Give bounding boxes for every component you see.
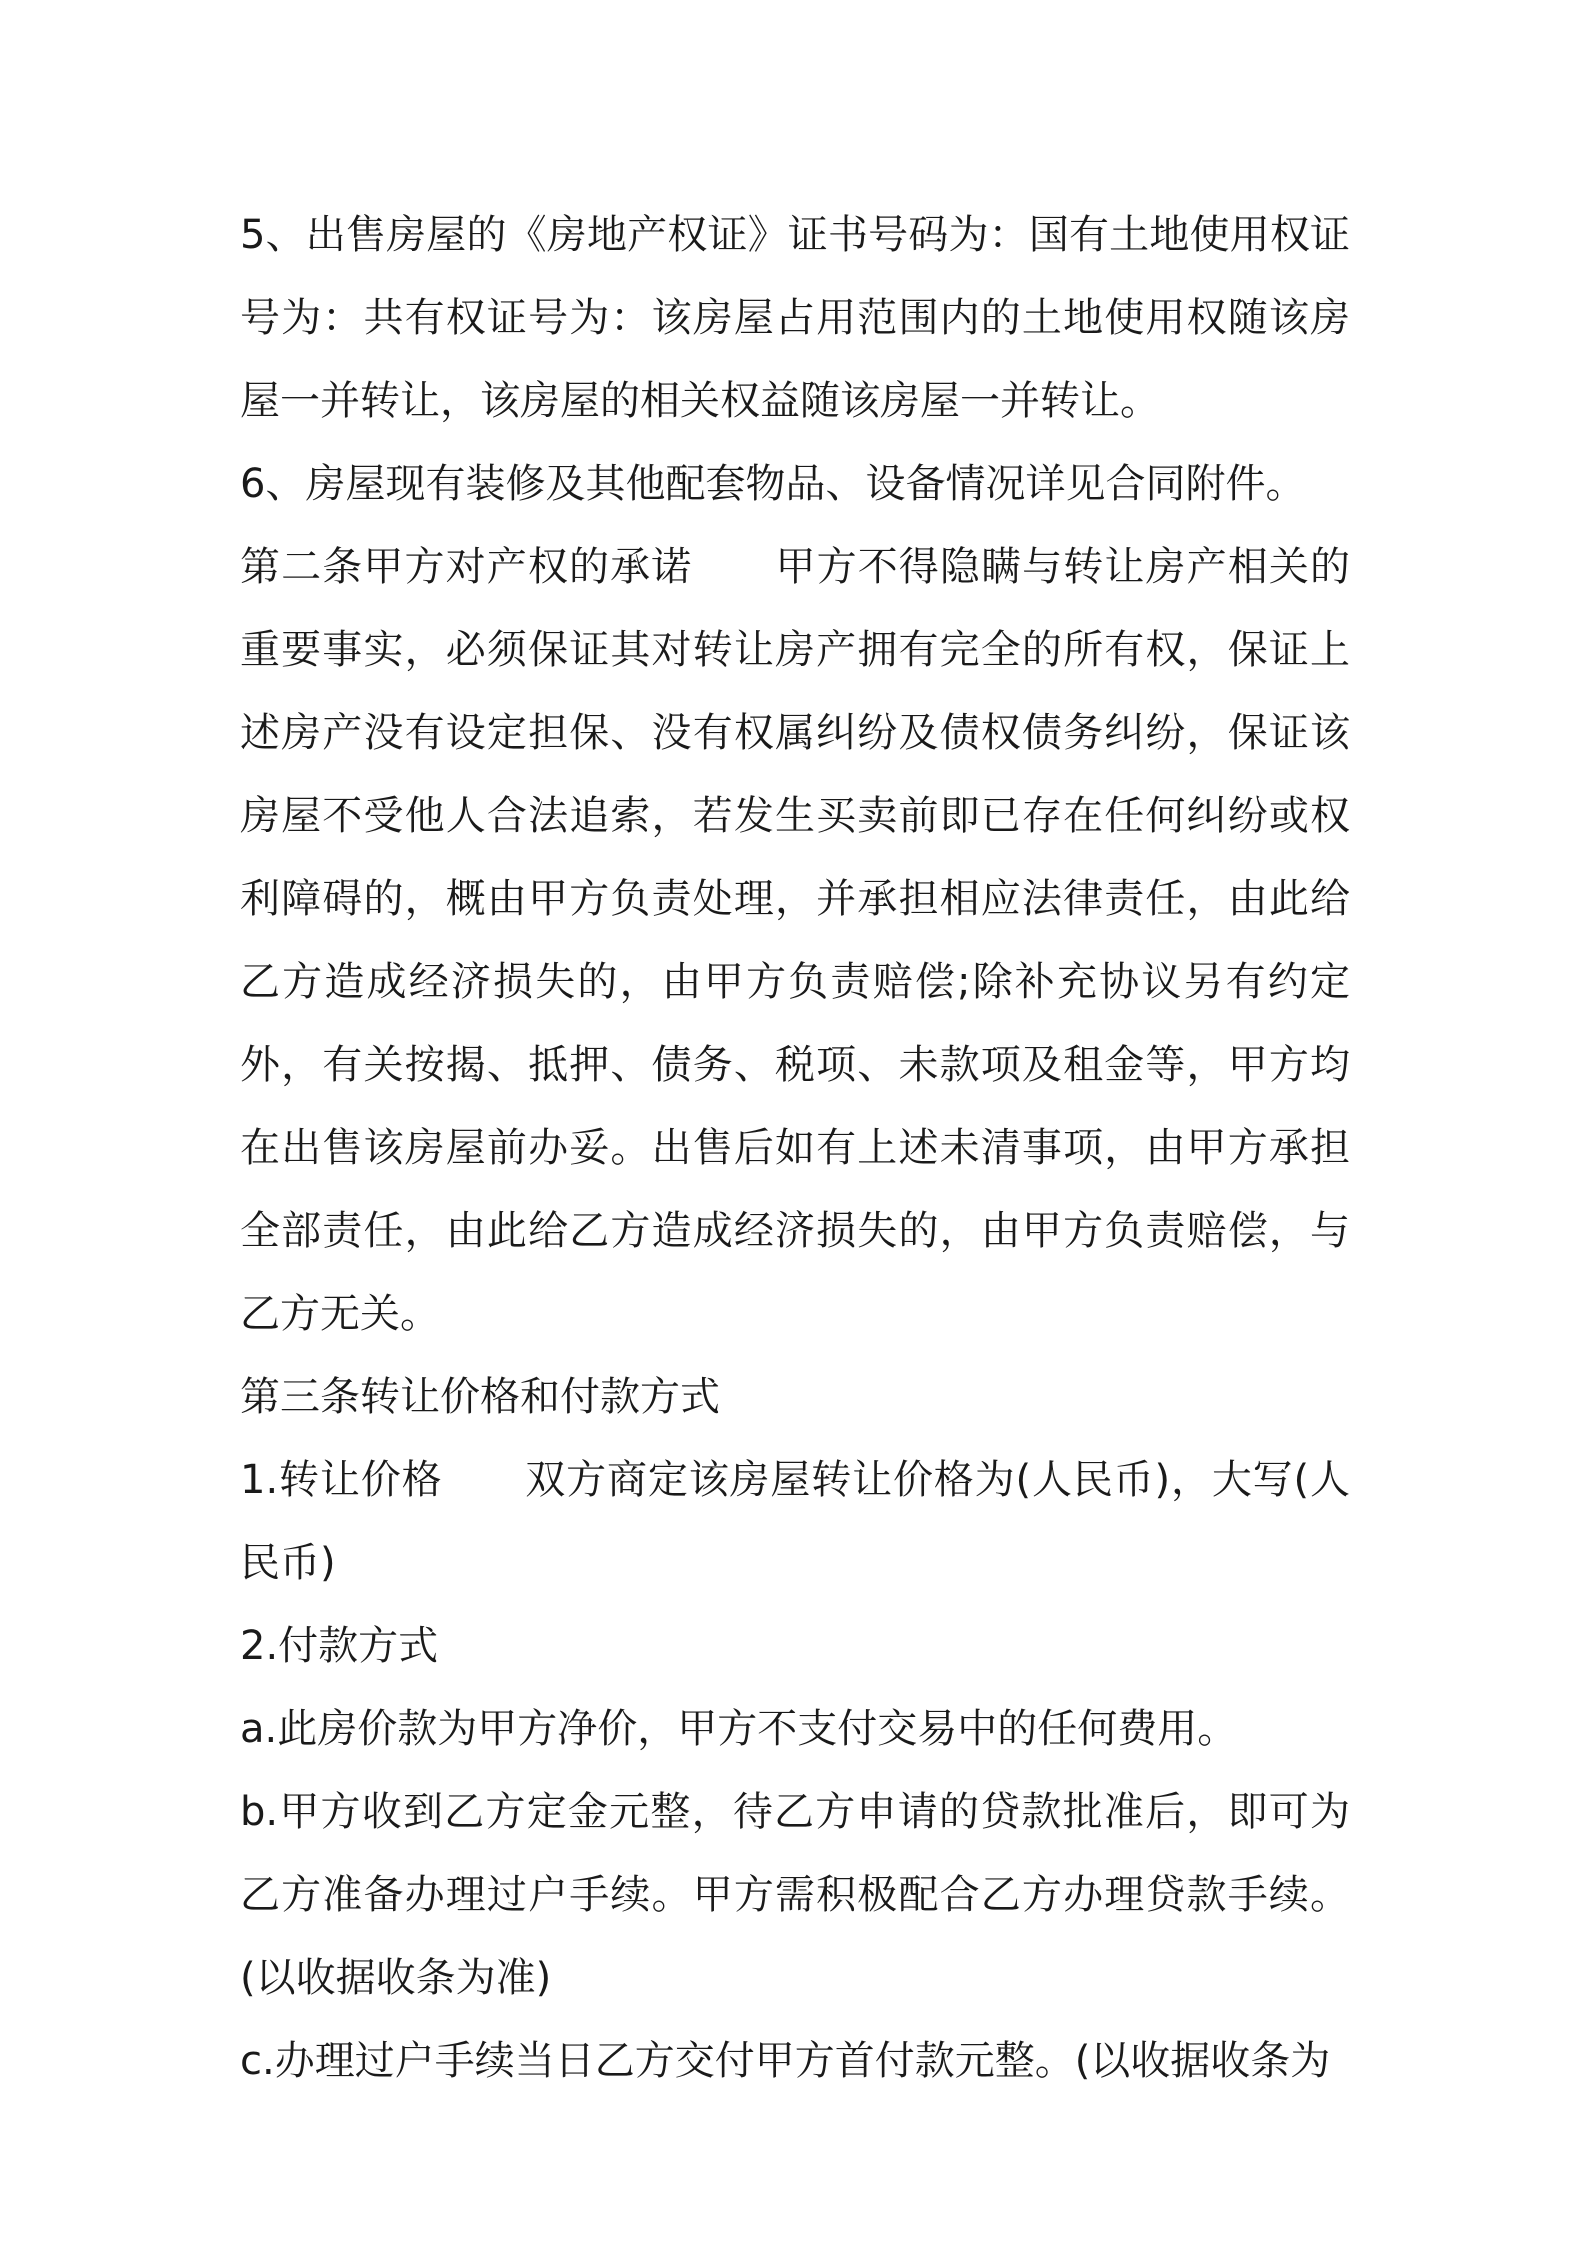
paragraph-payment-c xyxy=(240,2020,1350,2103)
paragraph-payment-a xyxy=(240,1688,1350,1771)
paragraph-clause-6 xyxy=(240,443,1350,526)
paragraph-payment-b xyxy=(240,1771,1350,2020)
paragraph-payment-method xyxy=(240,1605,1350,1688)
payment-c-text: c.办理过户手续当日乙方交付甲方首付款元整。(以收据收条为 xyxy=(240,2038,1331,2084)
paragraph-article-3 xyxy=(240,1356,1350,1439)
transfer-price-heading: 1.转让价格 xyxy=(240,1457,443,1503)
payment-method-heading: 2.付款方式 xyxy=(240,1623,439,1669)
clause-5-text: 5、出售房屋的《房地产权证》证书号码为：国有土地使用权证号为：共有权证号为：该房屋占用范围内的土地使用权随该房屋一并转让，该房屋的相关权益随该房屋一并转让。 xyxy=(240,212,1350,424)
paragraph-article-2 xyxy=(240,526,1350,1356)
payment-b-text: b.甲方收到乙方定金元整，待乙方申请的贷款批准后，即可为乙方准备办理过户手续。甲方需积极配合乙方办理贷款手续。(以收据收条为准) xyxy=(240,1789,1350,2001)
payment-a-text: a.此房价款为甲方净价，甲方不支付交易中的任何费用。 xyxy=(240,1706,1238,1752)
paragraph-clause-5 xyxy=(240,194,1350,443)
article-3-heading: 第三条转让价格和付款方式 xyxy=(240,1374,720,1420)
clause-6-text: 6、房屋现有装修及其他配套物品、设备情况详见合同附件。 xyxy=(240,461,1306,507)
article-2-text: 甲方不得隐瞒与转让房产相关的重要事实，必须保证其对转让房产拥有完全的所有权，保证上述房产没有设定担保、没有权属纠纷及债权债务纠纷，保证该房屋不受他人合法追索，若发生买卖前即已存在任何纠纷或权利障碍的，概由甲方负责处理，并承担相应法律责任，由此给乙方造成经济损失的，由甲方负责赔偿;除补充协议另有约定外，有关按揭、抵押、债务、税项、未款项及租金等，甲方均在出售该房屋前办妥。出售后如有上述未清事项，由甲方承担全部责任，由此给乙方造成经济损失的，由甲方负责赔偿，与乙方无关。 xyxy=(240,544,1351,1337)
paragraph-transfer-price xyxy=(240,1439,1350,1605)
document-body xyxy=(240,194,1350,2103)
article-2-heading: 第二条甲方对产权的承诺 xyxy=(240,544,693,590)
transfer-price-text: 双方商定该房屋转让价格为(人民币)，大写(人民币) xyxy=(240,1457,1350,1586)
